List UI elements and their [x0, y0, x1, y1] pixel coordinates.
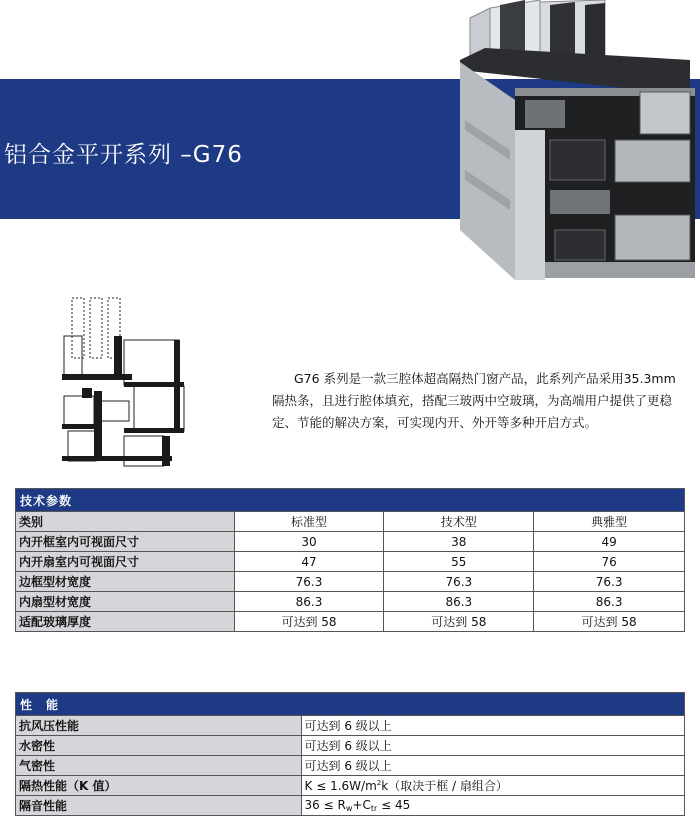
performance-table [15, 692, 685, 816]
cell-value: 76.3 [384, 572, 534, 592]
cell-value [301, 796, 684, 816]
row-label: 内扇型材宽度 [16, 592, 235, 612]
cell-value: 86.3 [384, 592, 534, 612]
table-title-row [16, 489, 685, 512]
sound-post: ≤ 45 [377, 798, 411, 812]
cell-value: 可达到 58 [534, 612, 685, 632]
cell-value: 76.3 [534, 572, 685, 592]
row-label: 内开框室内可视面尺寸 [16, 532, 235, 552]
cell-value: 可达到 58 [234, 612, 384, 632]
cell-value: 55 [384, 552, 534, 572]
table-row [16, 716, 685, 736]
row-label: 气密性 [16, 756, 302, 776]
row-label: 抗风压性能 [16, 716, 302, 736]
row-label: 边框型材宽度 [16, 572, 235, 592]
table-row [16, 796, 685, 816]
sound-sub-w: w [345, 804, 353, 813]
cell-value: 86.3 [534, 592, 685, 612]
table-row [16, 532, 685, 552]
header-label: 类别 [16, 512, 235, 532]
cell-value: 49 [534, 532, 685, 552]
table-row [16, 756, 685, 776]
table-row [16, 592, 685, 612]
table-row [16, 612, 685, 632]
table-row [16, 736, 685, 756]
k-value-sup: 2 [376, 779, 382, 787]
row-label: 隔热性能（K 值） [16, 776, 302, 796]
sound-sub-tr: tr [370, 804, 378, 813]
sound-mid: +C [352, 798, 371, 812]
table-row [16, 776, 685, 796]
k-value-post: k（取决于框 / 扇组合） [381, 779, 508, 793]
row-label: 水密性 [16, 736, 302, 756]
k-value-pre: K ≤ 1.6W/m [304, 779, 377, 793]
header-elegant: 典雅型 [534, 512, 685, 532]
cell-value: 47 [234, 552, 384, 572]
header-standard: 标准型 [234, 512, 384, 532]
table-row [16, 572, 685, 592]
tech-params-table [15, 488, 685, 632]
cell-value: 76 [534, 552, 685, 572]
table-header-row [16, 512, 685, 532]
section-drawing [54, 296, 194, 476]
table-title-row [16, 693, 685, 716]
cell-value: 可达到 6 级以上 [301, 756, 684, 776]
cell-value: 30 [234, 532, 384, 552]
page-title: 铝合金平开系列 –G76 [4, 142, 243, 168]
cell-value: 可达到 6 级以上 [301, 716, 684, 736]
cell-value: 38 [384, 532, 534, 552]
row-label: 适配玻璃厚度 [16, 612, 235, 632]
tech-table-title: 技术参数 [16, 489, 685, 512]
profile-3d-image [455, 0, 700, 285]
cell-value [301, 776, 684, 796]
row-label: 隔音性能 [16, 796, 302, 816]
table-row [16, 552, 685, 572]
cell-value: 可达到 6 级以上 [301, 736, 684, 756]
intro-text: G76 系列是一款三腔体超高隔热门窗产品，此系列产品采用35.3mm 隔热条，且进行腔体填充，搭配三玻两中空玻璃，为高端用户提供了更稳定、节能的解决方案，可实现内开、外开等多种开启方式。 [272, 371, 676, 430]
header-technical: 技术型 [384, 512, 534, 532]
row-label: 内开扇室内可视面尺寸 [16, 552, 235, 572]
cell-value: 可达到 58 [384, 612, 534, 632]
cell-value: 86.3 [234, 592, 384, 612]
cell-value: 76.3 [234, 572, 384, 592]
sound-pre: 36 ≤ R [304, 798, 346, 812]
perf-table-title: 性 能 [16, 693, 685, 716]
intro-paragraph [272, 368, 682, 434]
